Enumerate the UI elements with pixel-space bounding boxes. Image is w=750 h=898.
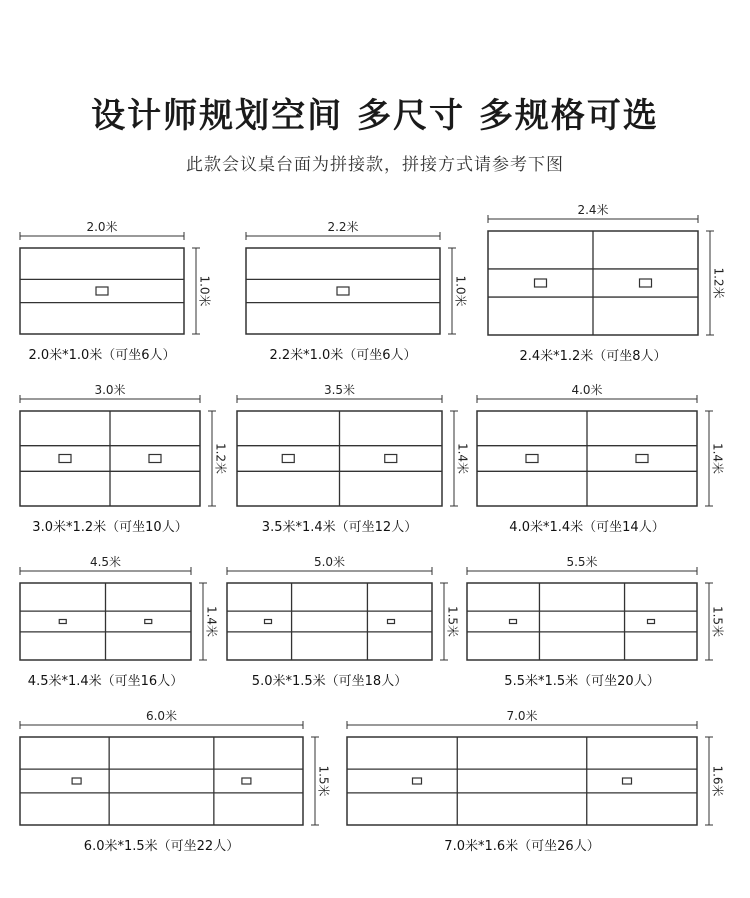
power-socket-icon bbox=[623, 778, 632, 784]
power-socket-icon bbox=[96, 287, 108, 295]
depth-label: 1.0米 bbox=[453, 275, 468, 307]
table-caption: 3.5米*1.4米（可坐12人） bbox=[261, 520, 418, 535]
power-socket-icon bbox=[59, 455, 71, 463]
table-diagram-1 bbox=[20, 219, 213, 363]
table-outline bbox=[20, 248, 184, 334]
table-diagram-9 bbox=[467, 554, 726, 689]
table-outline bbox=[227, 583, 432, 660]
width-label: 2.4米 bbox=[577, 203, 609, 217]
power-socket-icon bbox=[413, 778, 422, 784]
width-label: 6.0米 bbox=[145, 709, 178, 723]
table-caption: 2.4米*1.2米（可坐8人） bbox=[519, 349, 667, 364]
width-label: 7.0米 bbox=[506, 709, 538, 723]
table-caption: 4.5米*1.4米（可坐16人） bbox=[27, 674, 184, 689]
table-diagram-4 bbox=[20, 382, 229, 535]
table-diagram-11 bbox=[347, 708, 726, 854]
power-socket-icon bbox=[636, 455, 648, 463]
power-socket-icon bbox=[145, 620, 152, 624]
depth-label: 1.6米 bbox=[710, 765, 725, 797]
power-socket-icon bbox=[640, 279, 652, 287]
width-label: 3.0米 bbox=[94, 383, 126, 397]
table-diagram-3 bbox=[488, 202, 727, 364]
power-socket-icon bbox=[72, 778, 81, 784]
table-outline bbox=[477, 411, 697, 506]
power-socket-icon bbox=[282, 455, 294, 463]
table-diagram-10 bbox=[20, 708, 332, 854]
power-socket-icon bbox=[535, 279, 547, 287]
table-diagram-6 bbox=[477, 382, 726, 535]
table-outline bbox=[347, 737, 697, 825]
power-socket-icon bbox=[385, 455, 397, 463]
depth-label: 1.4米 bbox=[204, 605, 219, 638]
depth-label: 1.5米 bbox=[316, 765, 331, 797]
depth-label: 1.4米 bbox=[455, 442, 470, 475]
power-socket-icon bbox=[265, 620, 272, 624]
width-label: 5.5米 bbox=[566, 555, 598, 569]
table-outline bbox=[20, 411, 200, 506]
table-outline bbox=[467, 583, 697, 660]
table-caption: 6.0米*1.5米（可坐22人） bbox=[83, 839, 240, 854]
power-socket-icon bbox=[388, 620, 395, 624]
table-outline bbox=[20, 583, 191, 660]
depth-label: 1.5米 bbox=[710, 605, 725, 638]
power-socket-icon bbox=[149, 455, 161, 463]
depth-label: 1.4米 bbox=[710, 442, 725, 475]
power-socket-icon bbox=[510, 620, 517, 624]
table-outline bbox=[237, 411, 442, 506]
table-caption: 5.5米*1.5米（可坐20人） bbox=[504, 674, 660, 689]
power-socket-icon bbox=[59, 620, 66, 624]
page-subtitle: 此款会议桌台面为拼接款，拼接方式请参考下图 bbox=[186, 155, 564, 175]
table-caption: 2.2米*1.0米（可坐6人） bbox=[269, 348, 417, 363]
table-caption: 3.0米*1.2米（可坐10人） bbox=[32, 520, 188, 535]
table-diagram-2 bbox=[246, 219, 469, 363]
depth-label: 1.5米 bbox=[445, 605, 460, 638]
depth-label: 1.0米 bbox=[197, 275, 212, 307]
width-label: 2.2米 bbox=[327, 220, 359, 234]
width-label: 5.0米 bbox=[313, 555, 346, 569]
depth-label: 1.2米 bbox=[711, 267, 726, 299]
table-caption: 7.0米*1.6米（可坐26人） bbox=[444, 839, 600, 854]
width-label: 3.5米 bbox=[323, 383, 356, 397]
width-label: 2.0米 bbox=[86, 220, 118, 234]
table-outline bbox=[488, 231, 698, 335]
table-outline bbox=[20, 737, 303, 825]
power-socket-icon bbox=[648, 620, 655, 624]
table-diagram-5 bbox=[237, 382, 471, 535]
power-socket-icon bbox=[337, 287, 349, 295]
table-caption: 2.0米*1.0米（可坐6人） bbox=[28, 348, 176, 363]
table-caption: 5.0米*1.5米（可坐18人） bbox=[251, 674, 408, 689]
table-diagram-8 bbox=[227, 554, 461, 689]
table-caption: 4.0米*1.4米（可坐14人） bbox=[509, 520, 665, 535]
width-label: 4.0米 bbox=[571, 383, 603, 397]
power-socket-icon bbox=[526, 455, 538, 463]
table-diagram-7 bbox=[20, 554, 220, 689]
depth-label: 1.2米 bbox=[213, 442, 228, 475]
table-outline bbox=[246, 248, 440, 334]
width-label: 4.5米 bbox=[89, 555, 122, 569]
power-socket-icon bbox=[242, 778, 251, 784]
page-title: 设计师规划空间 多尺寸 多规格可选 bbox=[91, 96, 659, 136]
